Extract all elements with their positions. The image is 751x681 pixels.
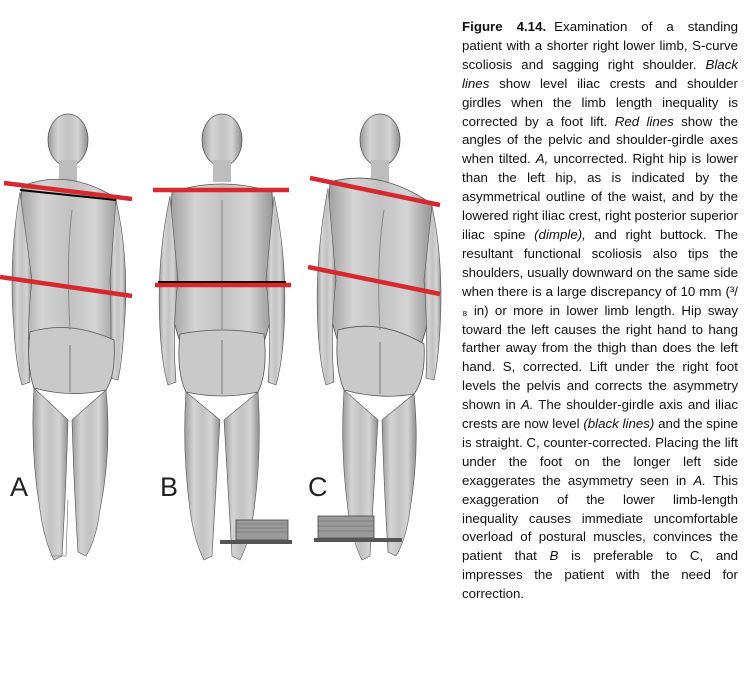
panel-label-a: A [10,472,29,502]
caption-black-lines: Black lines [462,56,738,91]
panel-label-b: B [160,472,179,502]
panel-label-c: C [308,472,328,502]
caption-text-2: show level iliac crests and shoulder girdles when the limb length inequality is corrected by a foot lift. [462,75,738,129]
figure-caption [462,18,738,604]
caption-text-6: The shoulder-girdle axis and iliac crests are now level [462,397,738,432]
caption-text-5: and right buttock. The resultant functional scoliosis also tips the shoulders, usually downward on the same side when there is a large discrepancy of 10 mm (³/₈ in) or more in lower limb length. Hip sway toward the left causes the right hand to hang farther away from the thigh than does the left hand. S, corrected. Lift under the right foot levels the pelvis and corrects the asymmetry shown in [462,226,738,413]
caption-text-3: show the angles of the pelvic and shoulder-girdle axes when tilted. [462,113,738,167]
caption-ref-a-1: A. [520,397,534,413]
book-lift-c [318,516,374,538]
caption-figure-label: Figure 4.14. [462,19,547,34]
caption-text-7: and the spine is straight. C, counter-corrected. Placing the lift under the foot on the longer left side exaggerates the asymmetry seen in [462,416,738,488]
caption-text-9: is preferable to C, and impresses the patient with the need for correction. [462,548,739,602]
caption-text-4: uncorrected. Right hip is lower than the left hip, as is indicated by the asymmetrical outline of the waist, and by the lowered right iliac crest, right posterior superior iliac spine [462,151,738,242]
figure-a [12,114,126,560]
book-lift-b [236,520,288,540]
caption-black-lines-2: (black lines) [583,416,655,432]
figure-b [159,114,292,560]
caption-ref-b: B [549,548,559,564]
caption-text-1: Examination of a standing patient with a shorter right lower limb, S-curve scoliosis and sagging right shoulder. [462,19,738,72]
caption-red-lines: Red lines [614,113,674,129]
caption-dimple: (dimple), [534,226,586,242]
caption-ref-a-2: A. [693,472,706,488]
caption-text-8: This exaggeration of the lower limb-length inequality causes immediate uncomfortable overload of postural muscles, convinces the patient that [462,472,738,564]
caption-panel-a: A, [535,151,549,167]
